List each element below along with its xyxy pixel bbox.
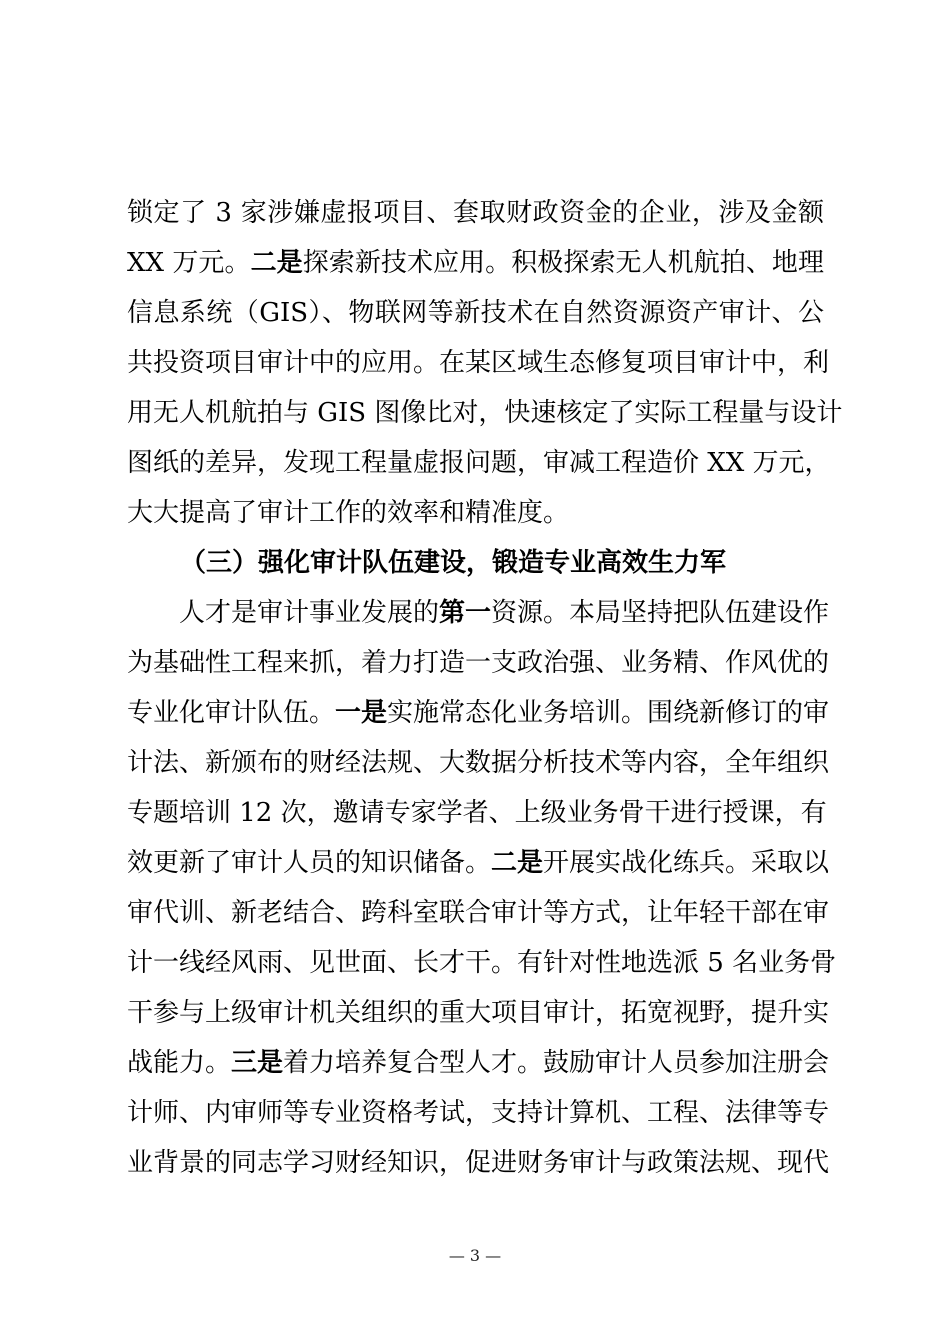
paragraph-line: 干参与上级审计机关组织的重大项目审计，拓宽视野，提升实 [127,998,830,1028]
text-run: 专业化审计队伍。 [127,698,336,728]
paragraph-line: 信息系统（GIS）、物联网等新技术在自然资源资产审计、公 [127,298,824,328]
paragraph-line: 锁定了 3 家涉嫌虚报项目、套取财政资金的企业，涉及金额 [127,198,824,228]
paragraph-line: 计一线经风雨、见世面、长才干。有针对性地选派 5 名业务骨 [127,948,837,978]
bold-lead-in: 三是 [231,1048,284,1078]
section-heading: （三）强化审计队伍建设，锻造专业高效生力军 [180,548,727,578]
text-run: 资源。本局坚持把队伍建设作 [491,598,830,628]
bold-text: 第一 [439,598,492,628]
text-run: 战能力。 [127,1048,232,1078]
bold-lead-in: 二是 [491,848,544,878]
paragraph-line: 审代训、新老结合、跨科室联合审计等方式，让年轻干部在审 [127,898,830,928]
paragraph-line: 共投资项目审计中的应用。在某区域生态修复项目审计中，利 [127,348,830,378]
bold-lead-in: 一是 [335,698,388,728]
paragraph-line: 为基础性工程来抓，着力打造一支政治强、业务精、作风优的 [127,648,830,678]
bold-lead-in: 二是 [250,248,303,278]
paragraph-line [179,593,830,633]
paragraph-line [127,693,830,733]
paragraph-line: 用无人机航拍与 GIS 图像比对，快速核定了实际工程量与设计 [127,398,843,428]
paragraph-line: 大大提高了审计工作的效率和精准度。 [127,498,570,528]
paragraph-line [127,843,830,883]
text-run: 效更新了审计人员的知识储备。 [127,848,492,878]
paragraph-line: 图纸的差异，发现工程量虚报问题，审减工程造价 XX 万元， [127,448,831,478]
paragraph-line: 计法、新颁布的财经法规、大数据分析技术等内容，全年组织 [127,748,830,778]
paragraph-line [127,243,824,283]
text-run: 人才是审计事业发展的 [179,598,440,628]
paragraph-line: 专题培训 12 次，邀请专家学者、上级业务骨干进行授课，有 [127,798,827,828]
paragraph-line: 业背景的同志学习财经知识，促进财务审计与政策法规、现代 [127,1148,830,1178]
text-run: 实施常态化业务培训。围绕新修订的审 [387,698,830,728]
paragraph-line [127,1043,830,1083]
page-number: — 3 — [448,1246,502,1265]
text-run: 探索新技术应用。积极探索无人机航拍、地理 [302,248,824,278]
text-run: 开展实战化练兵。采取以 [543,848,830,878]
paragraph-line: 计师、内审师等专业资格考试，支持计算机、工程、法律等专 [127,1098,830,1128]
text-run: 着力培养复合型人才。鼓励审计人员参加注册会 [283,1048,830,1078]
text-run: XX 万元。 [127,248,251,278]
